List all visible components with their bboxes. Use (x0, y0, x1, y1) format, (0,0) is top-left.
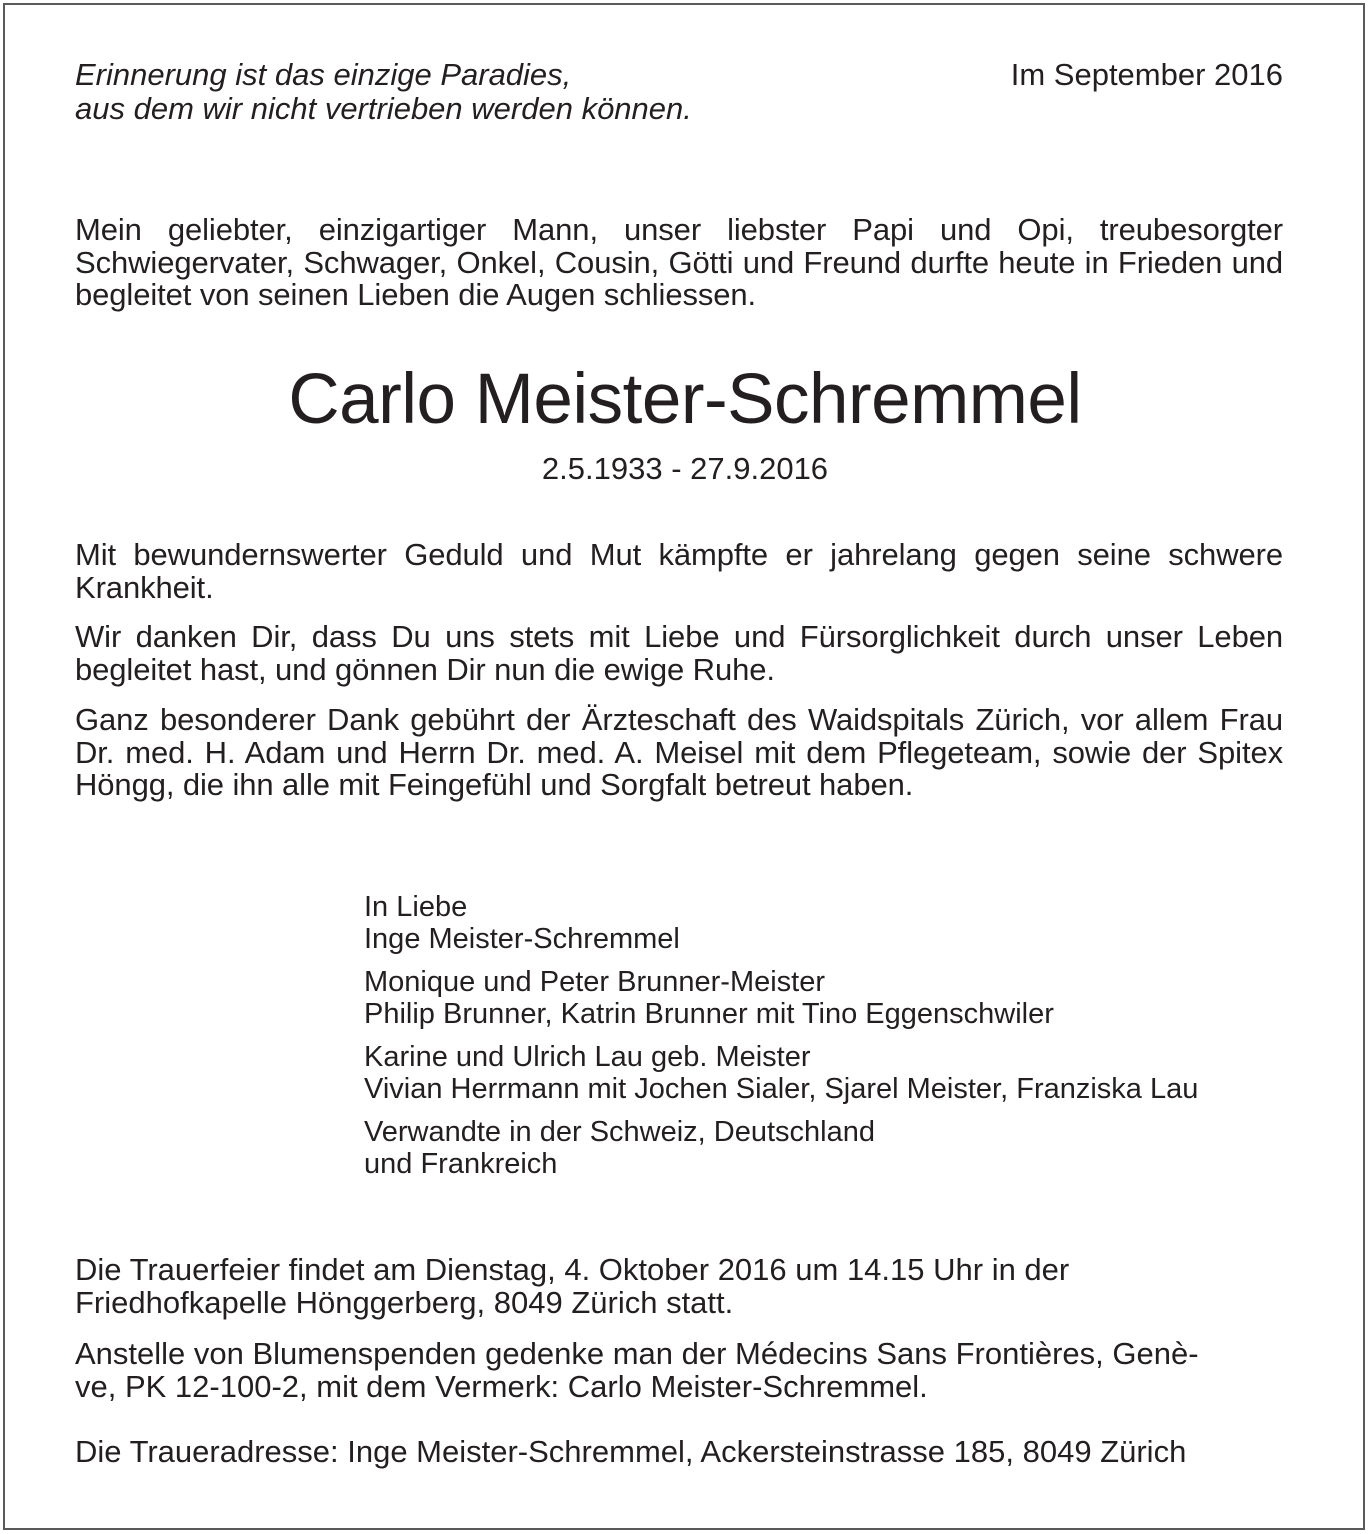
mourner-group (364, 891, 1198, 955)
service-line-2: Friedhofkapelle Hönggerberg, 8049 Zürich statt. (75, 1285, 734, 1320)
quote-line-1: Erinnerung ist das einzige Paradies, (75, 57, 572, 92)
mourner-line: Vivian Herrmann mit Jochen Sialer, Sjarel Meister, Franziska Lau (364, 1073, 1199, 1105)
mourner-line: Inge Meister-Schremmel (364, 923, 680, 955)
mourner-line: Monique und Peter Brunner-Meister (364, 966, 826, 998)
deceased-name: Carlo Meister-Schremmel (288, 360, 1082, 439)
donation-line-1: Anstelle von Blumenspenden gedenke man der Médecins Sans Frontières, Genè- (75, 1336, 1199, 1371)
service-line-1: Die Trauerfeier findet am Dienstag, 4. Oktober 2016 um 14.15 Uhr in der (75, 1252, 1070, 1287)
notice-date: Im September 2016 (1010, 57, 1283, 92)
mourning-address: Die Traueradresse: Inge Meister-Schremmel, Ackersteinstrasse 185, 8049 Zürich (75, 1434, 1187, 1469)
memorial-quote (75, 58, 692, 126)
mourner-line: und Frankreich (364, 1148, 558, 1180)
illness-paragraph: Mit bewundernswerter Geduld und Mut kämpfte er jahrelang gegen seine schwere Krankheit. (75, 537, 1283, 605)
donation-line-2: ve, PK 12-100-2, mit dem Vermerk: Carlo Meister-Schremmel. (75, 1369, 928, 1404)
mourner-line: In Liebe (364, 891, 468, 923)
mourner-group (364, 966, 1198, 1030)
mourners-list (364, 891, 1198, 1191)
lifespan-dates: 2.5.1933 - 27.9.2016 (541, 451, 829, 486)
mourner-group (364, 1041, 1198, 1105)
intro-paragraph: Mein geliebter, einzigartiger Mann, unser liebster Papi und Opi, treubesorgter Schwiegervater, Schwager, Onkel, Cousin, Götti und Freund durfte heute in Frieden und begleitet von seinen Lieben die Augen schliessen. (75, 212, 1283, 312)
mourner-group (364, 1116, 1198, 1180)
mourner-line: Karine und Ulrich Lau geb. Meister (364, 1041, 811, 1073)
funeral-service-info (75, 1253, 1069, 1319)
mourner-line: Verwandte in der Schweiz, Deutschland (364, 1116, 876, 1148)
donation-info (75, 1337, 1199, 1403)
mourner-line: Philip Brunner, Katrin Brunner mit Tino Eggenschwiler (364, 998, 1054, 1030)
thanks-paragraph: Wir danken Dir, dass Du uns stets mit Liebe und Fürsorglichkeit durch unser Leben begleitet hast, und gönnen Dir nun die ewige Ruhe. (75, 619, 1283, 687)
doctors-thanks-paragraph: Ganz besonderer Dank gebührt der Ärzteschaft des Waidspitals Zürich, vor allem Frau Dr. med. H. Adam und Herrn Dr. med. A. Meisel mit dem Pflegeteam, sowie der Spitex Höngg, die ihn alle mit Feingefühl und Sorgfalt betreut haben. (75, 702, 1283, 802)
quote-line-2: aus dem wir nicht vertrieben werden können. (75, 91, 692, 126)
